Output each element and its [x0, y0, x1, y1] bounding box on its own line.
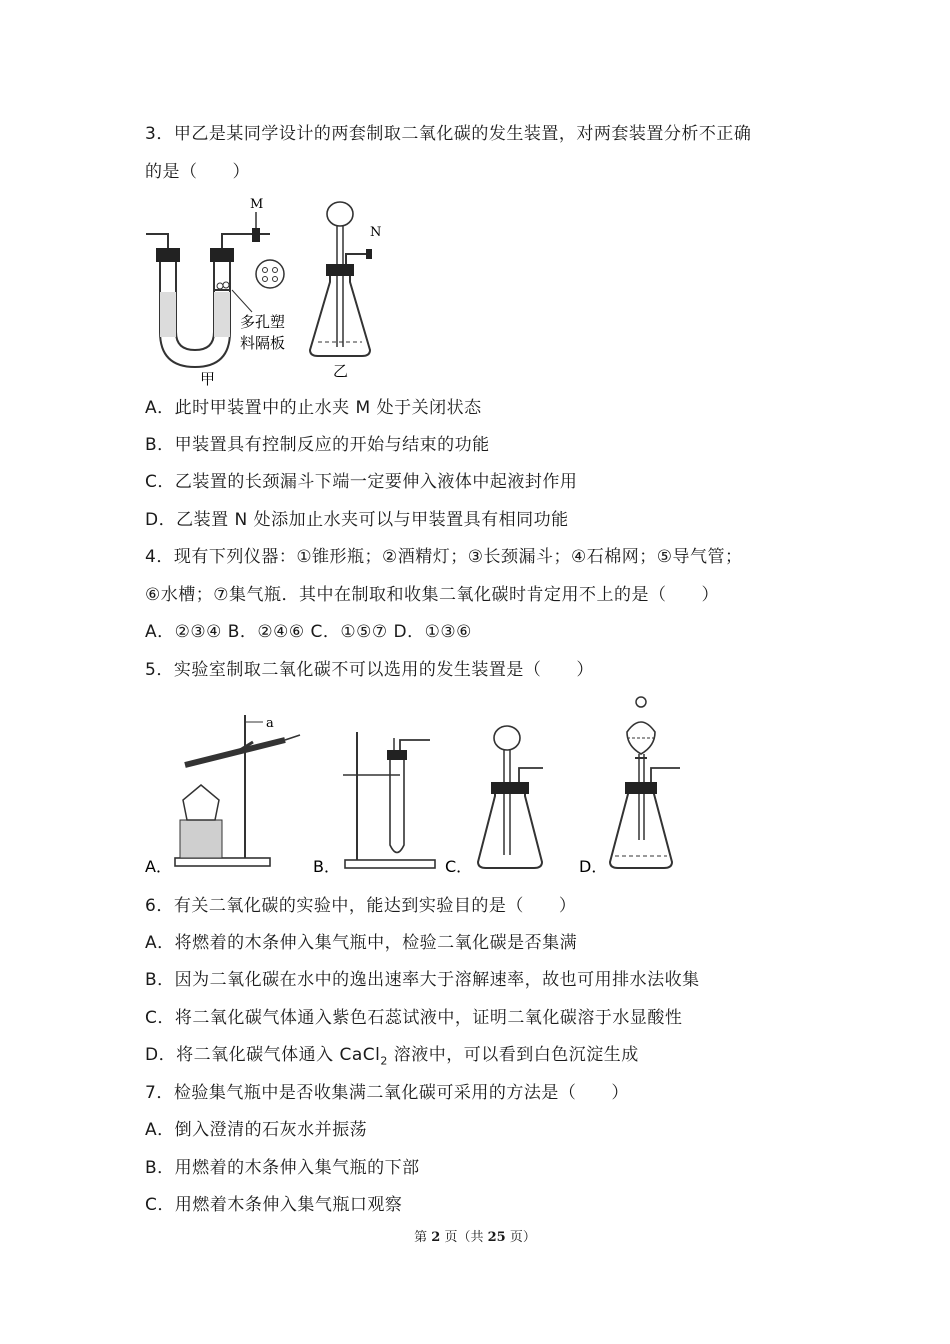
q4-options: A．②③④ B．②④⑥ C．①⑤⑦ D．①③⑥	[145, 622, 472, 642]
caption-jia: 甲	[200, 370, 216, 388]
q5-opt-b-label: B．	[313, 857, 340, 876]
q3-option-d: D．乙装置 N 处添加止水夹可以与甲装置具有相同功能	[145, 510, 569, 530]
q7-option-c: C．用燃着木条伸入集气瓶口观察	[145, 1195, 403, 1215]
footer-page-number: 2	[431, 1230, 441, 1245]
q3-apparatus-drawing	[140, 192, 400, 392]
plate-label-2: 料隔板	[240, 334, 286, 352]
footer-total-pages: 25	[487, 1230, 506, 1245]
q3-stem-line1: 3．甲乙是某同学设计的两套制取二氧化碳的发生装置，对两套装置分析不正确	[145, 124, 752, 144]
footer-prefix: 第	[414, 1230, 432, 1245]
q5-opt-a-label: A．	[145, 857, 172, 876]
q3-option-b: B．甲装置具有控制反应的开始与结束的功能	[145, 435, 490, 455]
page-footer	[0, 1226, 950, 1245]
plate-label-1: 多孔塑	[240, 313, 286, 331]
q5-opt-c-label: C．	[445, 857, 473, 876]
q5-apparatus-drawing	[145, 690, 705, 885]
q4-stem-line1: 4．现有下列仪器：①锥形瓶；②酒精灯；③长颈漏斗；④石棉网；⑤导气管；	[145, 547, 743, 567]
caption-yi: 乙	[333, 362, 349, 380]
q3-option-a: A．此时甲装置中的止水夹 M 处于关闭状态	[145, 398, 482, 418]
q6-option-d	[145, 1043, 639, 1073]
q3-apparatus-figure	[140, 192, 400, 392]
label-m: M	[250, 197, 264, 212]
footer-middle: 页（共	[440, 1230, 488, 1245]
q7-option-a: A．倒入澄清的石灰水并振荡	[145, 1120, 368, 1140]
q5-opt-d-label: D．	[579, 857, 608, 876]
q6-option-a: A．将燃着的木条伸入集气瓶中，检验二氧化碳是否集满	[145, 933, 578, 953]
q7-option-b: B．用燃着的木条伸入集气瓶的下部	[145, 1158, 420, 1178]
q4-stem-line2: ⑥水槽；⑦集气瓶．其中在制取和收集二氧化碳时肯定用不上的是（ ）	[145, 585, 719, 605]
q6-option-c: C．将二氧化碳气体通入紫色石蕊试液中，证明二氧化碳溶于水显酸性	[145, 1008, 683, 1028]
q6-option-d-suffix: 溶液中，可以看到白色沉淀生成	[387, 1045, 639, 1065]
q6-option-d-prefix: D．将二氧化碳气体通入 CaCl	[145, 1045, 381, 1065]
q3-stem-line2: 的是（ ）	[145, 162, 250, 182]
q5-stem: 5．实验室制取二氧化碳不可以选用的发生装置是（ ）	[145, 660, 594, 680]
label-n: N	[370, 225, 382, 240]
q7-stem: 7．检验集气瓶中是否收集满二氧化碳可采用的方法是（ ）	[145, 1083, 629, 1103]
q6-option-b: B．因为二氧化碳在水中的逸出速率大于溶解速率，故也可用排水法收集	[145, 970, 700, 990]
q5-apparatus-figure	[145, 690, 705, 885]
footer-suffix: 页）	[505, 1230, 536, 1245]
q6-stem: 6．有关二氧化碳的实验中，能达到实验目的是（ ）	[145, 896, 577, 916]
q3-option-c: C．乙装置的长颈漏斗下端一定要伸入液体中起液封作用	[145, 472, 578, 492]
label-a-small: a	[266, 716, 274, 731]
q6-option-d-subscript: 2	[380, 1054, 388, 1068]
